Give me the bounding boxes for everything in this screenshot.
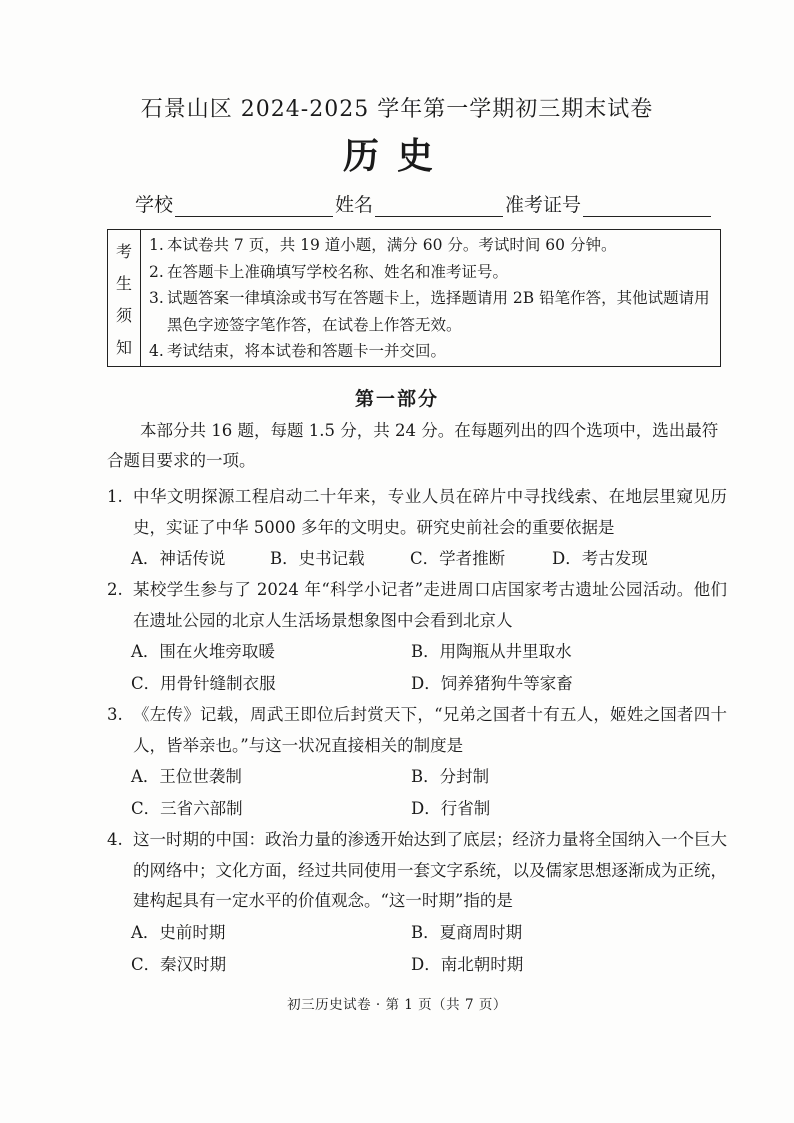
- notice-item: [149, 259, 710, 286]
- option-c: C．秦汉时期: [131, 954, 227, 974]
- option-c: C．用骨针缝制衣服: [131, 674, 276, 693]
- option-a: A．神话传说: [131, 549, 226, 568]
- notice-head-char: 须: [115, 305, 132, 325]
- question-list: [107, 482, 727, 981]
- exam-id-label: 准考证号: [505, 194, 582, 216]
- question-stem: 这一时期的中国：政治力量的渗透开始达到了底层；经济力量将全国纳入一个巨大的网络中；文化方面，经过共同使用一套文字系统，以及儒家思想逐渐成为正统，建构起具有一定水平的价值观念。“这一时期”指的是: [133, 830, 727, 910]
- option-list: [107, 761, 727, 825]
- page-footer: 初三历史试卷 · 第 1 页（共 7 页）: [287, 997, 507, 1013]
- school-label: 学校: [135, 194, 174, 216]
- notice-item-text: 试题答案一律填涂或书写在答题卡上，选择题请用 2B 铅笔作答，其他试题请用黑色字迹签字笔作答，在试卷上作答无效。: [167, 289, 710, 334]
- subject-title: 历史: [342, 136, 451, 177]
- option-b: B．分封制: [411, 767, 490, 786]
- option-list: [107, 917, 727, 981]
- option-c: C．学者推断: [410, 549, 506, 568]
- notice-item: [149, 338, 710, 365]
- question-number: 3.: [107, 705, 123, 724]
- option-a: A．史前时期: [131, 922, 226, 942]
- exam-id-blank: [583, 198, 711, 217]
- question-4: [107, 825, 727, 981]
- question-2: [107, 575, 727, 700]
- name-label: 姓名: [335, 194, 374, 216]
- notice-item-number: 2.: [149, 262, 164, 281]
- question-stem: 中华文明探源工程启动二十年来，专业人员在碎片中寻找线索、在地层里窥见历史，实证了中华 5000 多年的文明史。研究史前社会的重要依据是: [133, 487, 727, 537]
- question-3: [107, 700, 727, 825]
- notice-heading: [108, 230, 141, 366]
- option-list: [107, 636, 727, 700]
- question-number: 4.: [107, 830, 123, 849]
- section-title: 第一部分: [354, 388, 439, 410]
- name-blank: [375, 198, 503, 217]
- notice-item-text: 在答题卡上准确填写学校名称、姓名和准考证号。: [167, 262, 509, 281]
- question-stem: 某校学生参与了 2024 年“科学小记者”走进周口店国家考古遗址公园活动。他们在遗址公园的北京人生活场景想象图中会看到北京人: [133, 580, 727, 630]
- option-d: D．考古发现: [552, 549, 648, 568]
- option-d: D．行省制: [411, 799, 491, 818]
- option-d: D．饲养猪狗牛等家畜: [411, 674, 573, 693]
- option-list: [107, 543, 727, 575]
- notice-item-number: 1.: [149, 236, 164, 254]
- exam-title: 石景山区 2024-2025 学年第一学期初三期末试卷: [140, 97, 654, 122]
- option-a: A．王位世袭制: [131, 767, 242, 786]
- notice-head-char: 生: [115, 273, 132, 293]
- question-1: [107, 482, 727, 575]
- candidate-notice-box: [107, 229, 721, 367]
- question-number: 2.: [107, 580, 123, 599]
- section-intro: 本部分共 16 题，每题 1.5 分，共 24 分。在每题列出的四个选项中，选出最符合题目要求的一项。: [107, 421, 719, 470]
- option-b: B．史书记载: [270, 549, 365, 568]
- notice-head-char: 知: [115, 337, 132, 357]
- notice-item-text: 本试卷共 7 页，共 19 道小题，满分 60 分。考试时间 60 分钟。: [167, 236, 617, 254]
- notice-head-char: 考: [115, 241, 132, 261]
- notice-body: [141, 230, 720, 366]
- question-stem: 《左传》记载，周武王即位后封赏天下，“兄弟之国者十有五人，姬姓之国者四十人，皆举亲也。”与这一状况直接相关的制度是: [133, 705, 727, 755]
- option-a: A．围在火堆旁取暖: [131, 642, 275, 661]
- notice-item: [149, 232, 710, 259]
- notice-item: [149, 285, 710, 338]
- notice-item-text: 考试结束，将本试卷和答题卡一并交回。: [167, 342, 447, 360]
- option-d: D．南北朝时期: [411, 954, 524, 974]
- notice-item-number: 3.: [149, 289, 164, 307]
- option-b: B．用陶瓶从井里取水: [411, 642, 572, 661]
- option-c: C．三省六部制: [131, 799, 243, 818]
- question-number: 1.: [107, 487, 123, 506]
- student-info-line: [135, 190, 715, 217]
- notice-item-number: 4.: [149, 342, 164, 360]
- option-b: B．夏商周时期: [411, 922, 523, 942]
- school-blank: [175, 198, 333, 217]
